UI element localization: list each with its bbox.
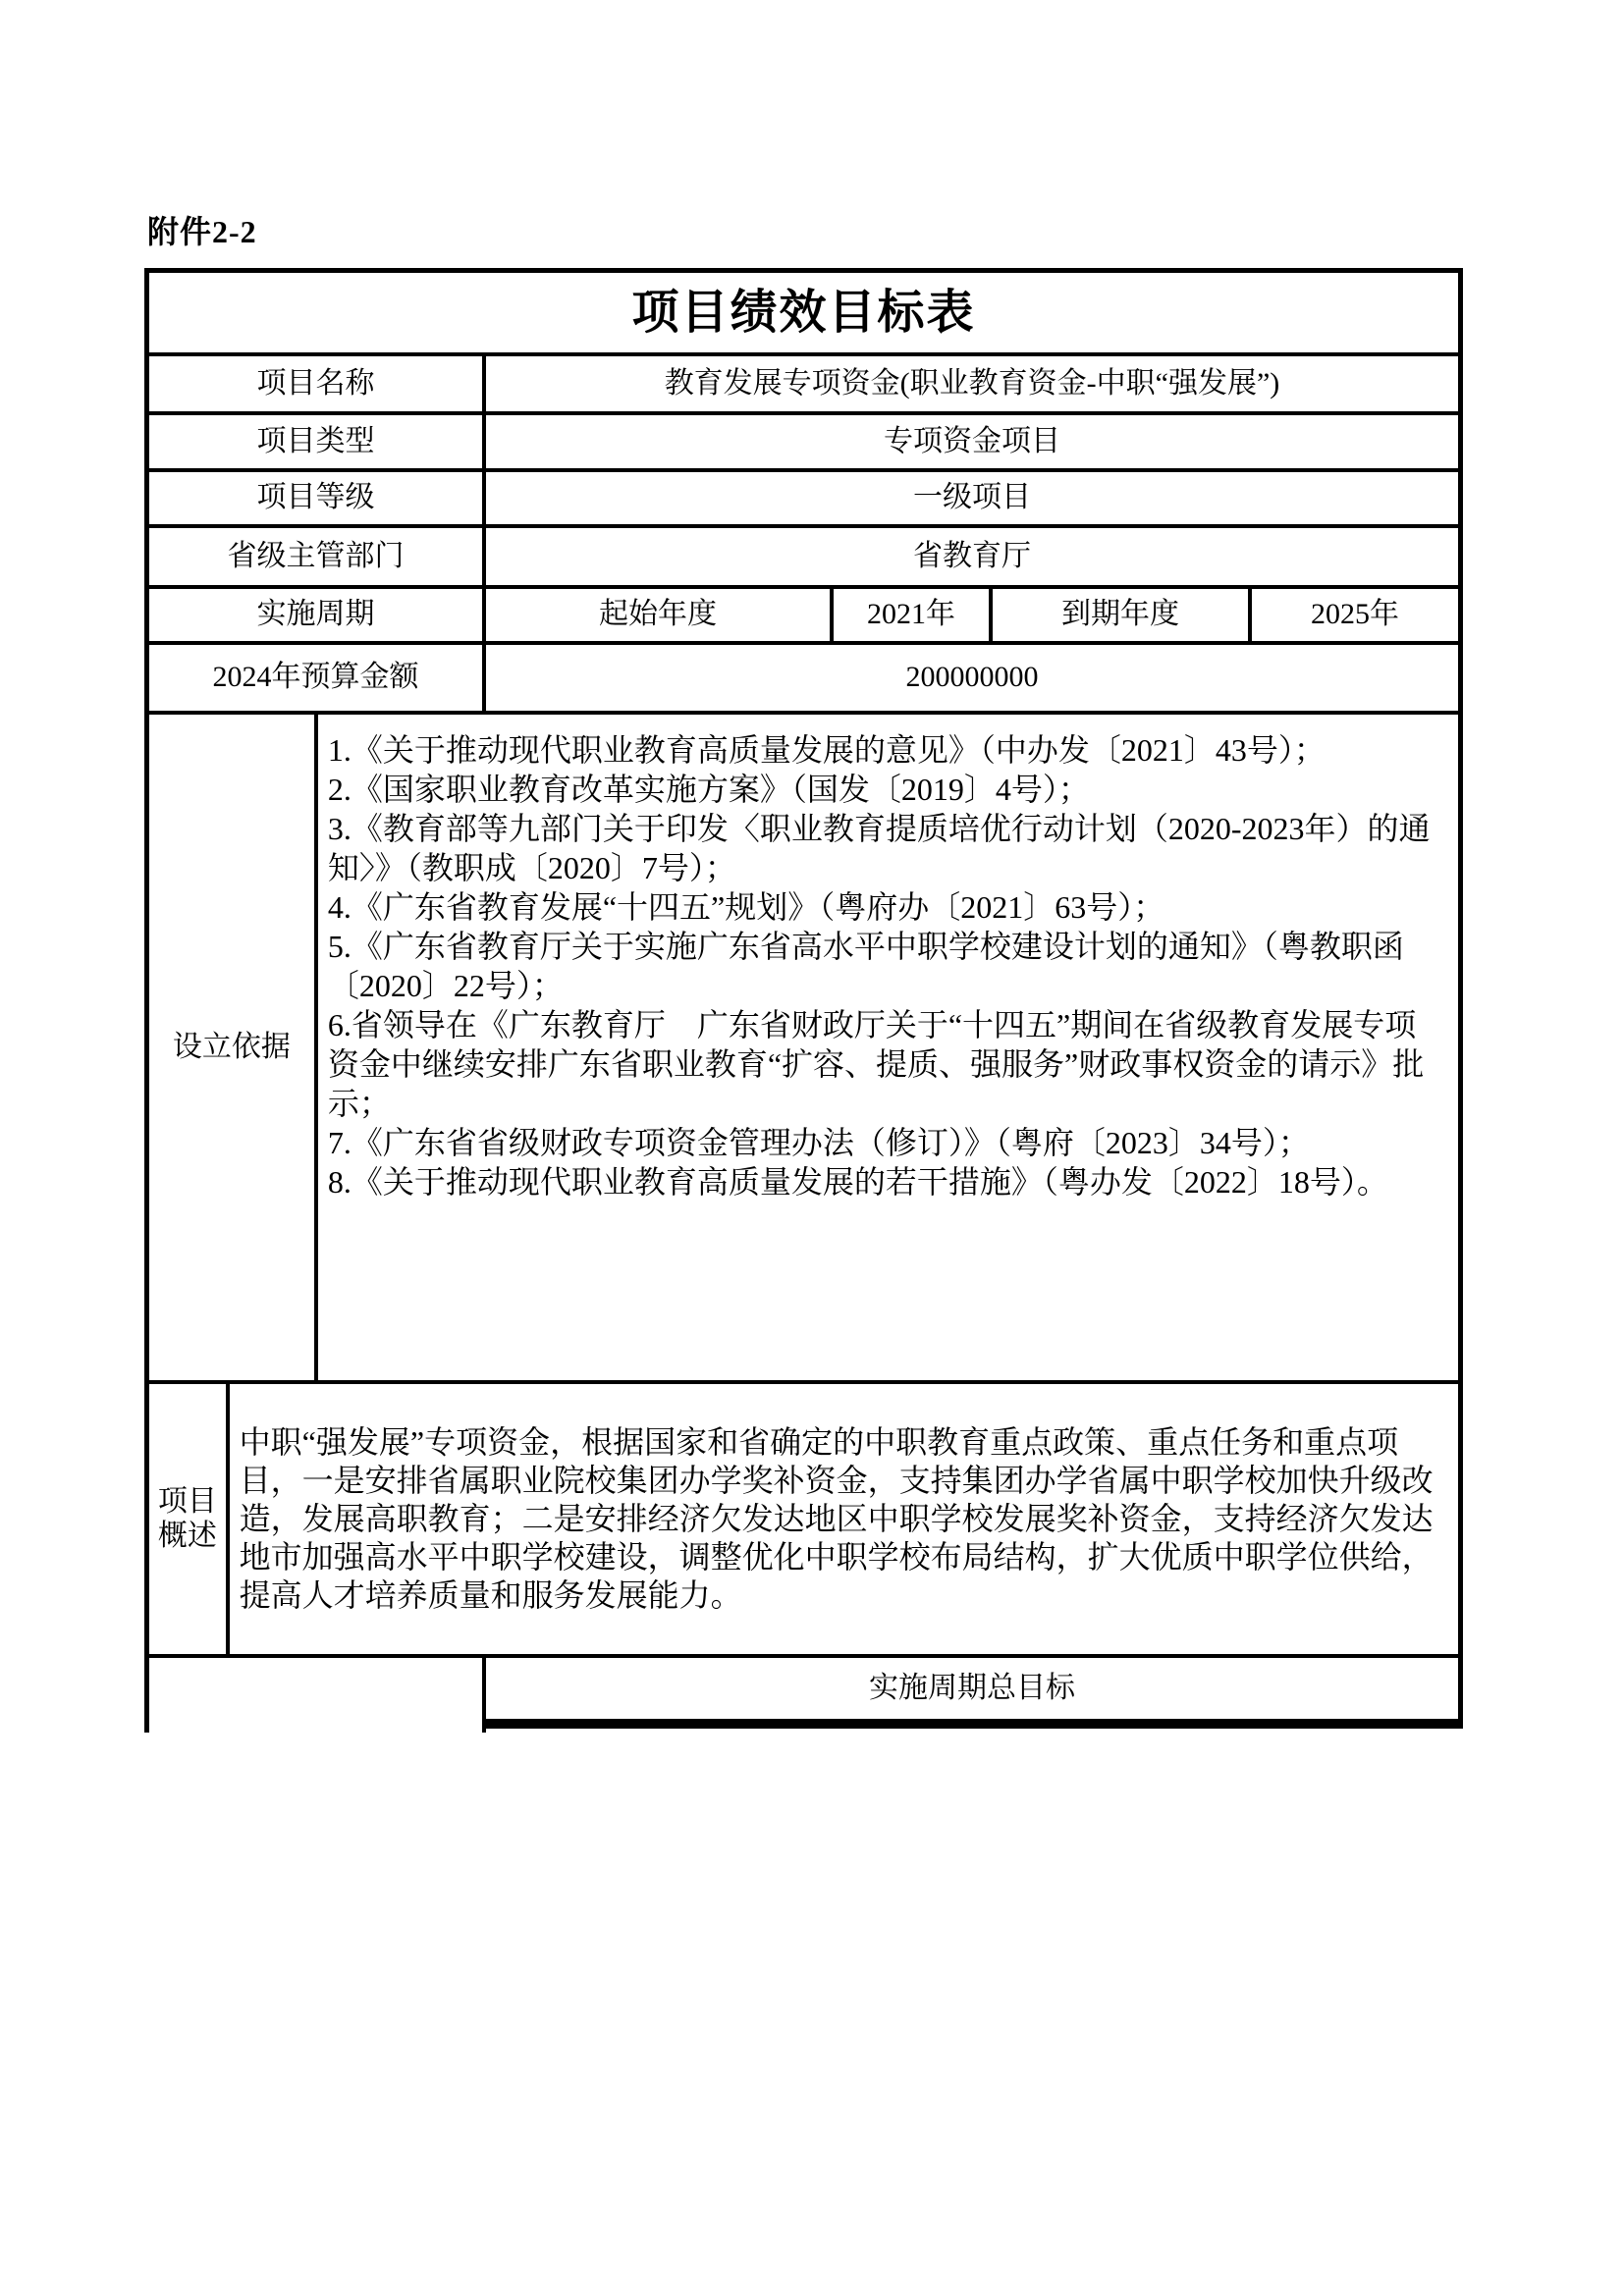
establishment-basis-content (318, 715, 1463, 1384)
basis-item-2: 2.《国家职业教育改革实施方案》（国发〔2019〕4号）； (327, 772, 1090, 807)
project-type-value: 专项资金项目 (486, 415, 1463, 472)
implementation-period-label: 实施周期 (144, 589, 486, 645)
project-level-value: 一级项目 (486, 472, 1463, 528)
project-overview-content (230, 1384, 1463, 1658)
establishment-basis-label: 设立依据 (144, 715, 318, 1384)
table-title: 项目绩效目标表 (144, 273, 1463, 356)
basis-item-4: 4.《广东省教育发展“十四五”规划》（粤府办〔2021〕63号）； (327, 889, 1165, 925)
table-row-project-name (144, 356, 1463, 415)
basis-item-6: 6.省领导在《广东教育厅 广东省财政厅关于“十四五”期间在省级教育发展专项资金中继续安排广东省职业教育“扩容、提质、强服务”财政事权资金的请示》批示； (327, 1007, 1425, 1121)
provincial-dept-label: 省级主管部门 (144, 528, 486, 589)
table-row-project-level (144, 472, 1463, 528)
table-row-provincial-dept (144, 528, 1463, 589)
project-overview-text: 中职“强发展”专项资金，根据国家和省确定的中职教育重点政策、重点任务和重点项目，一是安排省属职业院校集团办学奖补资金，支持集团办学省属中职学校加快升级改造，发展高职教育；二是安排经济欠发达地区中职学校发展奖补资金，支持经济欠发达地市加强高水平中职学校建设，调整优化中职学校布局结构，扩大优质中职学位供给，提高人才培养质量和服务发展能力。 (239, 1424, 1434, 1613)
continued-label-cell (144, 1658, 486, 1733)
table-row-budget-2024 (144, 645, 1463, 715)
start-year-value: 2021年 (834, 589, 993, 645)
project-level-label: 项目等级 (144, 472, 486, 528)
period-goal-header: 实施周期总目标 (486, 1658, 1463, 1729)
table-row-project-type (144, 415, 1463, 472)
basis-item-5: 5.《广东省教育厅关于实施广东省高水平中职学校建设计划的通知》（粤教职函〔2020〕22号）； (327, 929, 1404, 1003)
project-type-label: 项目类型 (144, 415, 486, 472)
end-year-label: 到期年度 (993, 589, 1252, 645)
budget-2024-value: 200000000 (486, 645, 1463, 715)
table-row-establishment-basis (144, 715, 1463, 1384)
project-name-value: 教育发展专项资金(职业教育资金-中职“强发展”) (486, 356, 1463, 415)
table-row-implementation-period (144, 589, 1463, 645)
basis-item-7: 7.《广东省省级财政专项资金管理办法（修订）》（粤府〔2023〕34号）； (327, 1125, 1310, 1160)
table-row-title (144, 273, 1463, 356)
attachment-label: 附件2-2 (147, 214, 257, 249)
provincial-dept-value: 省教育厅 (486, 528, 1463, 589)
performance-target-table (144, 268, 1463, 1733)
start-year-label: 起始年度 (486, 589, 834, 645)
table-row-project-overview (144, 1384, 1463, 1658)
basis-item-3: 3.《教育部等九部门关于印发〈职业教育提质培优行动计划（2020-2023年）的通知〉》（教职成〔2020〕7号）； (327, 811, 1431, 885)
project-overview-label: 项目概述 (144, 1384, 230, 1658)
basis-item-8: 8.《关于推动现代职业教育高质量发展的若干措施》（粤办发〔2022〕18号）。 (327, 1164, 1388, 1200)
project-name-label: 项目名称 (144, 356, 486, 415)
table-row-period-goal-header (144, 1658, 1463, 1733)
basis-item-1: 1.《关于推动现代职业教育高质量发展的意见》（中办发〔2021〕43号）； (327, 732, 1326, 768)
end-year-value: 2025年 (1252, 589, 1463, 645)
budget-2024-label: 2024年预算金额 (144, 645, 486, 715)
